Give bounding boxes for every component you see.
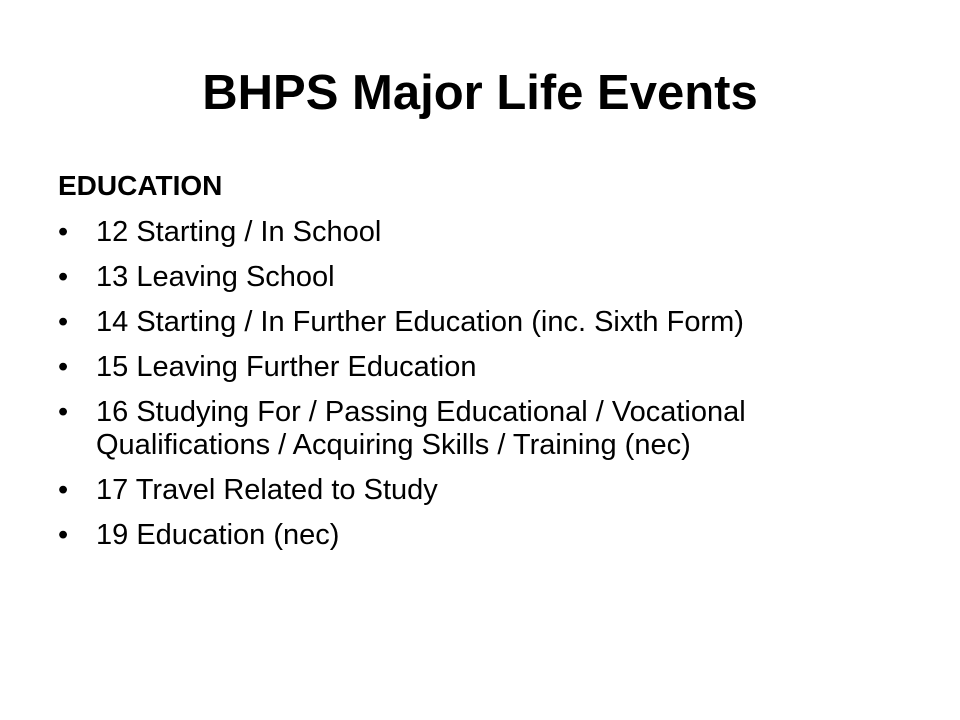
list-item bbox=[58, 306, 918, 339]
list-item-label: 19 Education (nec) bbox=[96, 519, 340, 551]
bullet-icon: • bbox=[58, 306, 69, 338]
list-item bbox=[58, 216, 918, 249]
slide-title: BHPS Major Life Events bbox=[202, 66, 758, 120]
bullet-icon: • bbox=[58, 351, 69, 383]
bullet-icon: • bbox=[58, 261, 69, 293]
list-item-label: 12 Starting / In School bbox=[96, 216, 382, 248]
bullet-icon: • bbox=[58, 216, 69, 248]
list-item bbox=[58, 474, 918, 507]
education-event-list bbox=[58, 216, 918, 564]
list-item-label: 13 Leaving School bbox=[96, 261, 335, 293]
bullet-icon: • bbox=[58, 474, 69, 506]
bullet-icon: • bbox=[58, 396, 69, 428]
list-item bbox=[58, 396, 918, 462]
list-item bbox=[58, 261, 918, 294]
list-item bbox=[58, 351, 918, 384]
list-item bbox=[58, 519, 918, 552]
list-item-label: 16 Studying For / Passing Educational / Vocational Qualifications / Acquiring Skills / Training (nec) bbox=[96, 396, 746, 461]
bullet-icon: • bbox=[58, 519, 69, 551]
list-item-label: 17 Travel Related to Study bbox=[96, 474, 438, 506]
list-item-label: 15 Leaving Further Education bbox=[96, 351, 477, 383]
section-heading-education: EDUCATION bbox=[58, 170, 223, 201]
list-item-label: 14 Starting / In Further Education (inc. Sixth Form) bbox=[96, 306, 744, 338]
